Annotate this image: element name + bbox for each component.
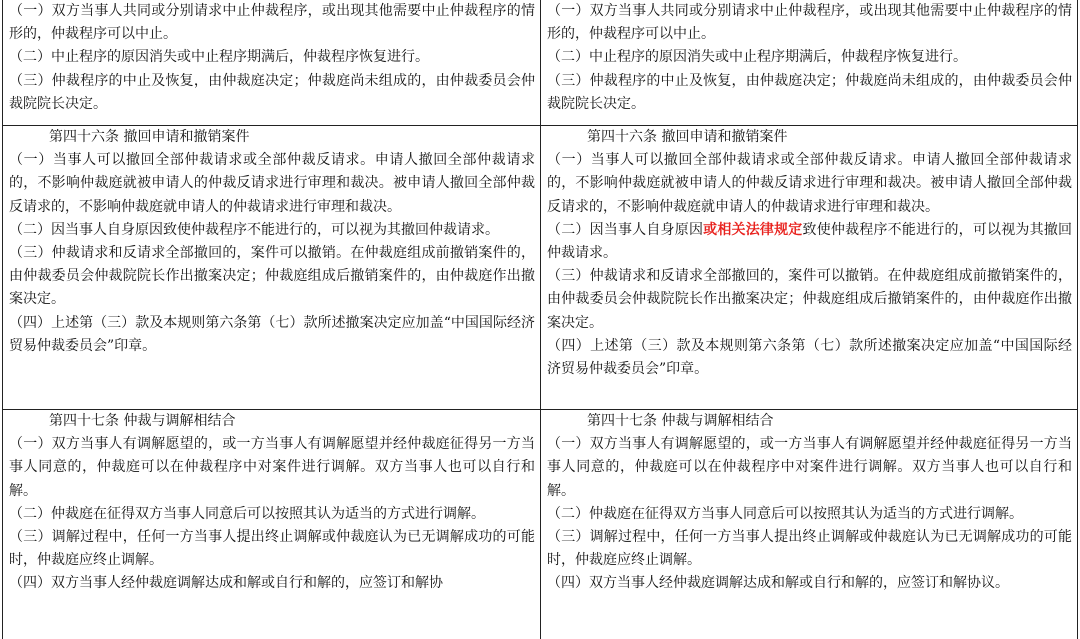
paragraph: （一）双方当事人共同或分别请求中止仲裁程序，或出现其他需要中止仲裁程序的情形的，仲裁程序可以中止。 xyxy=(9,3,535,43)
paragraph: （一）当事人可以撤回全部仲裁请求或全部仲裁反请求。申请人撤回全部仲裁请求的，不影响仲裁庭就被申请人的仲裁反请求进行审理和裁决。被申请人撤回全部仲裁反请求的，不影响仲裁庭就申请人的仲裁请求进行审理和裁决。 xyxy=(9,152,535,215)
paragraph: （四）上述第（三）款及本规则第六条第（七）款所述撤案决定应加盖“中国国际经济贸易仲裁委员会”印章。 xyxy=(9,314,535,354)
paragraph: （二）中止程序的原因消失或中止程序期满后，仲裁程序恢复进行。 xyxy=(547,49,967,66)
highlighted-amendment: 或相关法律规定 xyxy=(703,221,803,238)
paragraph xyxy=(547,219,1072,265)
paragraph: （四）上述第（三）款及本规则第六条第（七）款所述撤案决定应加盖“中国国际经济贸易仲裁委员会”印章。 xyxy=(547,337,1072,378)
paragraph: （一）双方当事人共同或分别请求中止仲裁程序，或出现其他需要中止仲裁程序的情形的，仲裁程序可以中止。 xyxy=(547,3,1072,43)
paragraph: （一）当事人可以撤回全部仲裁请求或全部仲裁反请求。申请人撤回全部仲裁请求的，不影响仲裁庭就被申请人的仲裁反请求进行审理和裁决。被申请人撤回全部仲裁反请求的，不影响仲裁庭就申请人的仲裁请求进行审理和裁决。 xyxy=(547,152,1072,215)
paragraph: （四）双方当事人经仲裁庭调解达成和解或自行和解的，应签订和解协议。 xyxy=(547,575,1009,592)
table-row xyxy=(2,410,1078,639)
paragraph: （三）调解过程中，任何一方当事人提出终止调解或仲裁庭认为已无调解成功的可能时，仲裁庭应终止调解。 xyxy=(9,529,535,569)
right-cell xyxy=(540,0,1078,125)
text-run: （二）因当事人自身原因 xyxy=(547,221,704,238)
table-row xyxy=(2,0,1078,126)
paragraph: （一）双方当事人有调解愿望的，或一方当事人有调解愿望并经仲裁庭征得另一方当事人同意的，仲裁庭可以在仲裁程序中对案件进行调解。双方当事人也可以自行和解。 xyxy=(9,436,535,499)
right-cell xyxy=(540,410,1078,639)
left-cell xyxy=(2,126,540,409)
left-cell xyxy=(2,0,540,125)
paragraph: （四）双方当事人经仲裁庭调解达成和解或自行和解的，应签订和解协 xyxy=(9,575,443,592)
paragraph: （三）仲裁请求和反请求全部撤回的，案件可以撤销。在仲裁庭组成前撤销案件的，由仲裁委员会仲裁院院长作出撤案决定；仲裁庭组成后撤销案件的，由仲裁庭作出撤案决定。 xyxy=(547,268,1072,331)
article-heading: 第四十七条 仲裁与调解相结合 xyxy=(587,413,774,429)
article-heading: 第四十六条 撤回申请和撤销案件 xyxy=(49,129,250,145)
paragraph: （三）仲裁程序的中止及恢复，由仲裁庭决定；仲裁庭尚未组成的，由仲裁委员会仲裁院院长决定。 xyxy=(547,72,1072,112)
paragraph: （二）仲裁庭在征得双方当事人同意后可以按照其认为适当的方式进行调解。 xyxy=(9,505,485,522)
comparison-table xyxy=(2,0,1078,637)
article-heading: 第四十六条 撤回申请和撤销案件 xyxy=(587,129,788,145)
paragraph: （二）中止程序的原因消失或中止程序期满后，仲裁程序恢复进行。 xyxy=(9,49,429,66)
paragraph: （三）仲裁程序的中止及恢复，由仲裁庭决定；仲裁庭尚未组成的，由仲裁委员会仲裁院院长决定。 xyxy=(9,72,535,112)
text-run: 致使仲裁程序不能进行的，可以视为其撤回仲裁请求。 xyxy=(547,221,1073,262)
article-heading: 第四十七条 仲裁与调解相结合 xyxy=(49,413,236,429)
table-row xyxy=(2,126,1078,410)
paragraph: （二）因当事人自身原因致使仲裁程序不能进行的，可以视为其撤回仲裁请求。 xyxy=(9,221,499,238)
paragraph: （一）双方当事人有调解愿望的，或一方当事人有调解愿望并经仲裁庭征得另一方当事人同意的，仲裁庭可以在仲裁程序中对案件进行调解。双方当事人也可以自行和解。 xyxy=(547,436,1072,499)
left-cell xyxy=(2,410,540,639)
right-cell xyxy=(540,126,1078,409)
paragraph: （三）仲裁请求和反请求全部撤回的，案件可以撤销。在仲裁庭组成前撤销案件的，由仲裁委员会仲裁院院长作出撤案决定；仲裁庭组成后撤销案件的，由仲裁庭作出撤案决定。 xyxy=(9,245,535,308)
paragraph: （三）调解过程中，任何一方当事人提出终止调解或仲裁庭认为已无调解成功的可能时，仲裁庭应终止调解。 xyxy=(547,529,1072,569)
paragraph: （二）仲裁庭在征得双方当事人同意后可以按照其认为适当的方式进行调解。 xyxy=(547,505,1023,522)
